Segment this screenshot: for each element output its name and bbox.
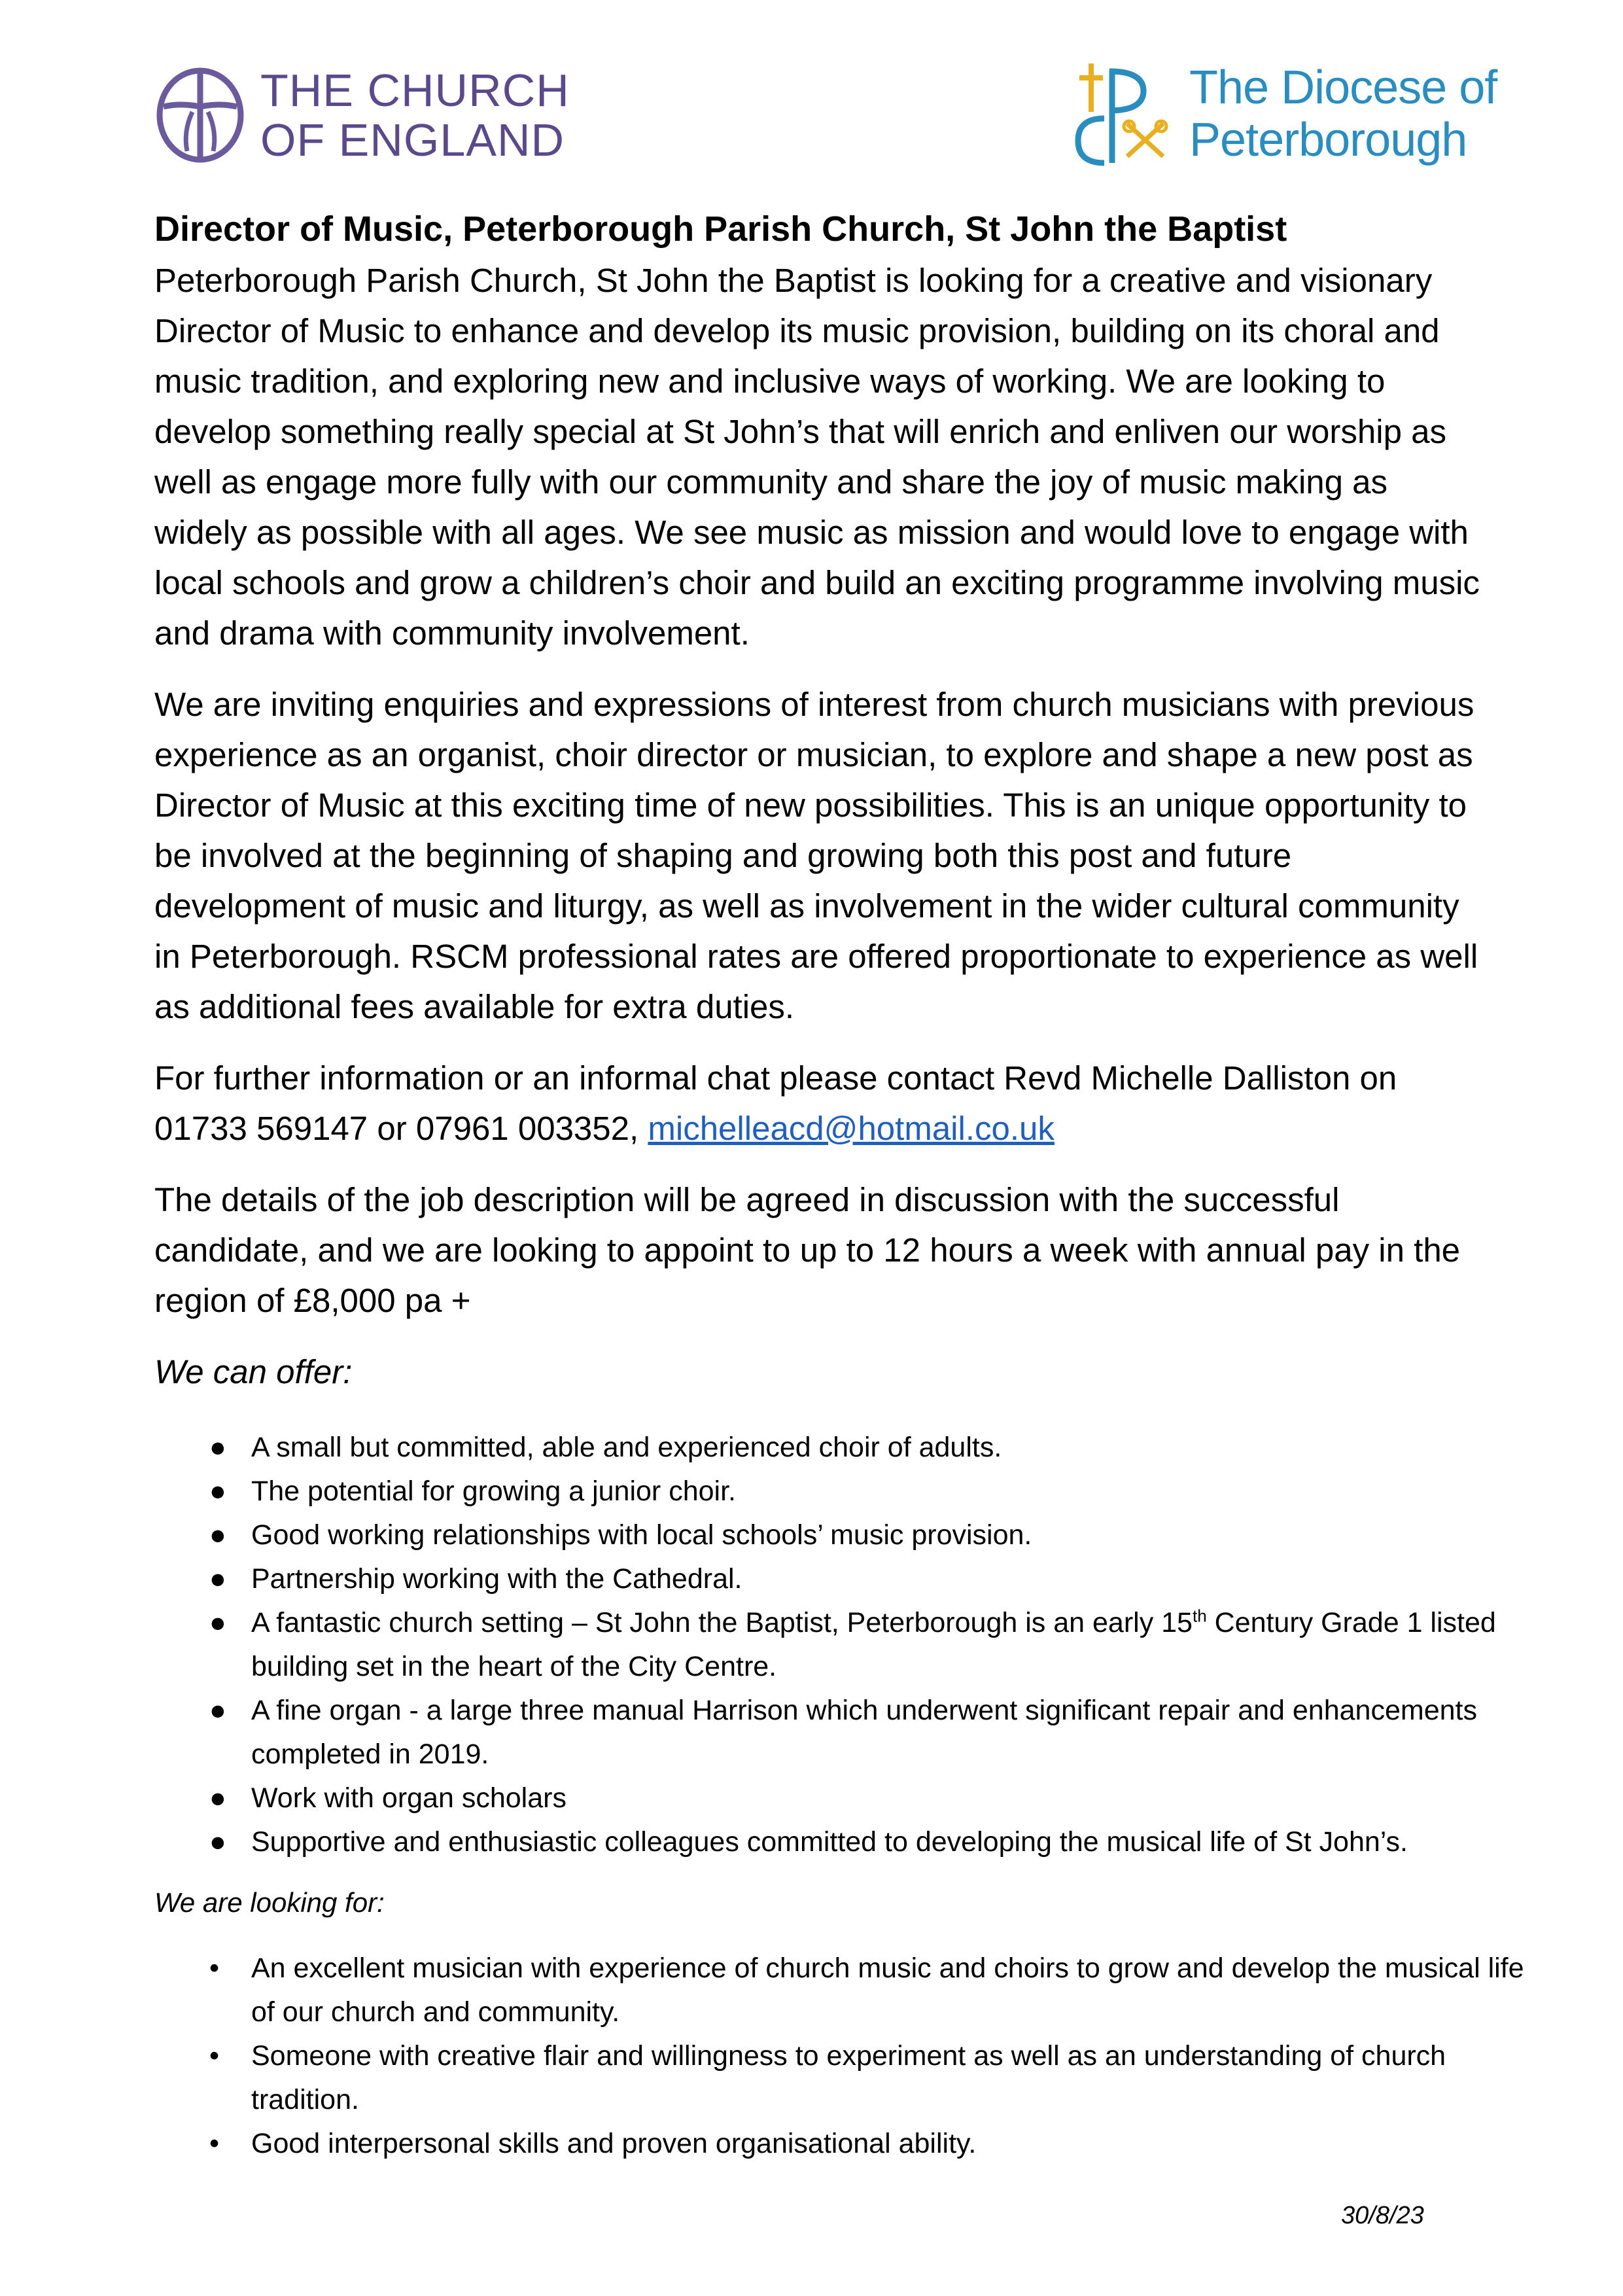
offer-heading: We can offer: — [154, 1353, 353, 1390]
looking-for-list — [154, 1947, 1524, 2166]
bullet-icon: ● — [209, 1695, 226, 1726]
bullet-icon: ● — [209, 1475, 226, 1507]
church-of-england-logo — [154, 63, 570, 168]
bullet-icon: ● — [209, 1607, 226, 1638]
document-title: Director of Music, Peterborough Parish Church, St John the Baptist — [154, 209, 1287, 249]
bullet-icon: ● — [209, 1519, 226, 1551]
main-content — [154, 203, 1524, 2166]
list-item — [154, 1513, 1527, 1557]
list-item — [154, 2034, 1527, 2122]
contact-paragraph — [154, 1053, 1482, 1154]
diocese-emblem-icon — [1072, 58, 1176, 169]
coe-logo-line1: THE CHURCH — [260, 65, 570, 116]
list-item — [154, 1776, 1527, 1820]
contact-email-link[interactable]: michelleacd@hotmail.co.uk — [648, 1110, 1055, 1147]
diocese-logo-line2: Peterborough — [1189, 114, 1467, 166]
list-item-text: An excellent musician with experience of church music and choirs to grow and develop the musical life of our church and community. — [251, 1952, 1524, 2028]
ordinal-suffix: th — [1192, 1606, 1207, 1626]
diocese-of-peterborough-logo — [1072, 55, 1497, 173]
list-item-text: Partnership working with the Cathedral. — [251, 1563, 742, 1595]
document-date: 30/8/23 — [1341, 2202, 1424, 2229]
bullet-icon: ● — [209, 1782, 226, 1814]
list-item — [154, 1470, 1527, 1513]
contact-text: For further information or an informal chat please contact Revd Michelle Dalliston on 01733 569147 or 07961 003352, — [154, 1059, 1397, 1147]
list-item-text: A fine organ - a large three manual Harrison which underwent significant repair and enhancements completed in 2019. — [251, 1695, 1477, 1770]
coe-logo-line2: OF ENGLAND — [260, 115, 565, 166]
bullet-icon: ● — [209, 1563, 226, 1595]
list-item — [154, 1947, 1527, 2034]
list-item — [154, 1426, 1527, 1470]
bullet-icon: • — [209, 2040, 220, 2072]
list-item-text: Work with organ scholars — [251, 1782, 567, 1814]
list-item-text: Good interpersonal skills and proven organisational ability. — [251, 2128, 977, 2159]
diocese-logo-line1: The Diocese of — [1189, 62, 1497, 114]
looking-for-heading: We are looking for: — [154, 1887, 385, 1918]
list-item — [154, 2122, 1527, 2166]
list-item — [154, 1601, 1527, 1689]
list-item-text: Supportive and enthusiastic colleagues committed to developing the musical life of St John’s. — [251, 1826, 1408, 1858]
list-item-text: Good working relationships with local schools’ music provision. — [251, 1519, 1032, 1551]
list-item-text: A small but committed, able and experienced choir of adults. — [251, 1432, 1002, 1463]
offer-list — [154, 1426, 1496, 1864]
list-item-text: The potential for growing a junior choir. — [251, 1475, 736, 1507]
bullet-icon: • — [209, 2128, 220, 2159]
church-of-england-emblem-icon — [154, 66, 246, 164]
list-item — [154, 1689, 1527, 1776]
bullet-icon: ● — [209, 1826, 226, 1858]
list-item — [154, 1820, 1527, 1864]
pay-paragraph: The details of the job description will be agreed in discussion with the successful candidate, and we are looking to appoint to up to 12 hours a week with annual pay in the region of £8,000 pa + — [154, 1181, 1461, 1319]
list-item — [154, 1557, 1527, 1601]
list-item-text: Century Grade 1 listed building set in the heart of the City Centre. — [251, 1607, 1496, 1682]
intro-paragraph: Peterborough Parish Church, St John the Baptist is looking for a creative and visionary Director of Music to enhance and develop its music provision, building on its choral and music tradition, and exploring new and inclusive ways of working. We are looking to develop something really special at St John’s that will enrich and enliven our worship as well as engage more fully with our community and share the joy of music making as widely as possible with all ages. We see music as mission and would love to engage with local schools and grow a children’s choir and build an exciting programme involving music and drama with community involvement. — [154, 262, 1480, 652]
list-item-text: Someone with creative flair and willingness to experiment as well as an understanding of church tradition. — [251, 2040, 1446, 2115]
bullet-icon: • — [209, 1952, 220, 1984]
invitation-paragraph: We are inviting enquiries and expressions of interest from church musicians with previous experience as an organist, choir director or musician, to explore and shape a new post as Director of Music at this exciting time of new possibilities. This is an unique opportunity to be involved at the beginning of shaping and growing both this post and future development of music and liturgy, as well as involvement in the wider cultural community in Peterborough. RSCM professional rates are offered proportionate to experience as well as additional fees available for extra duties. — [154, 686, 1478, 1025]
bullet-icon: ● — [209, 1432, 226, 1463]
list-item-text: A fantastic church setting – St John the Baptist, Peterborough is an early 15 — [251, 1607, 1193, 1638]
